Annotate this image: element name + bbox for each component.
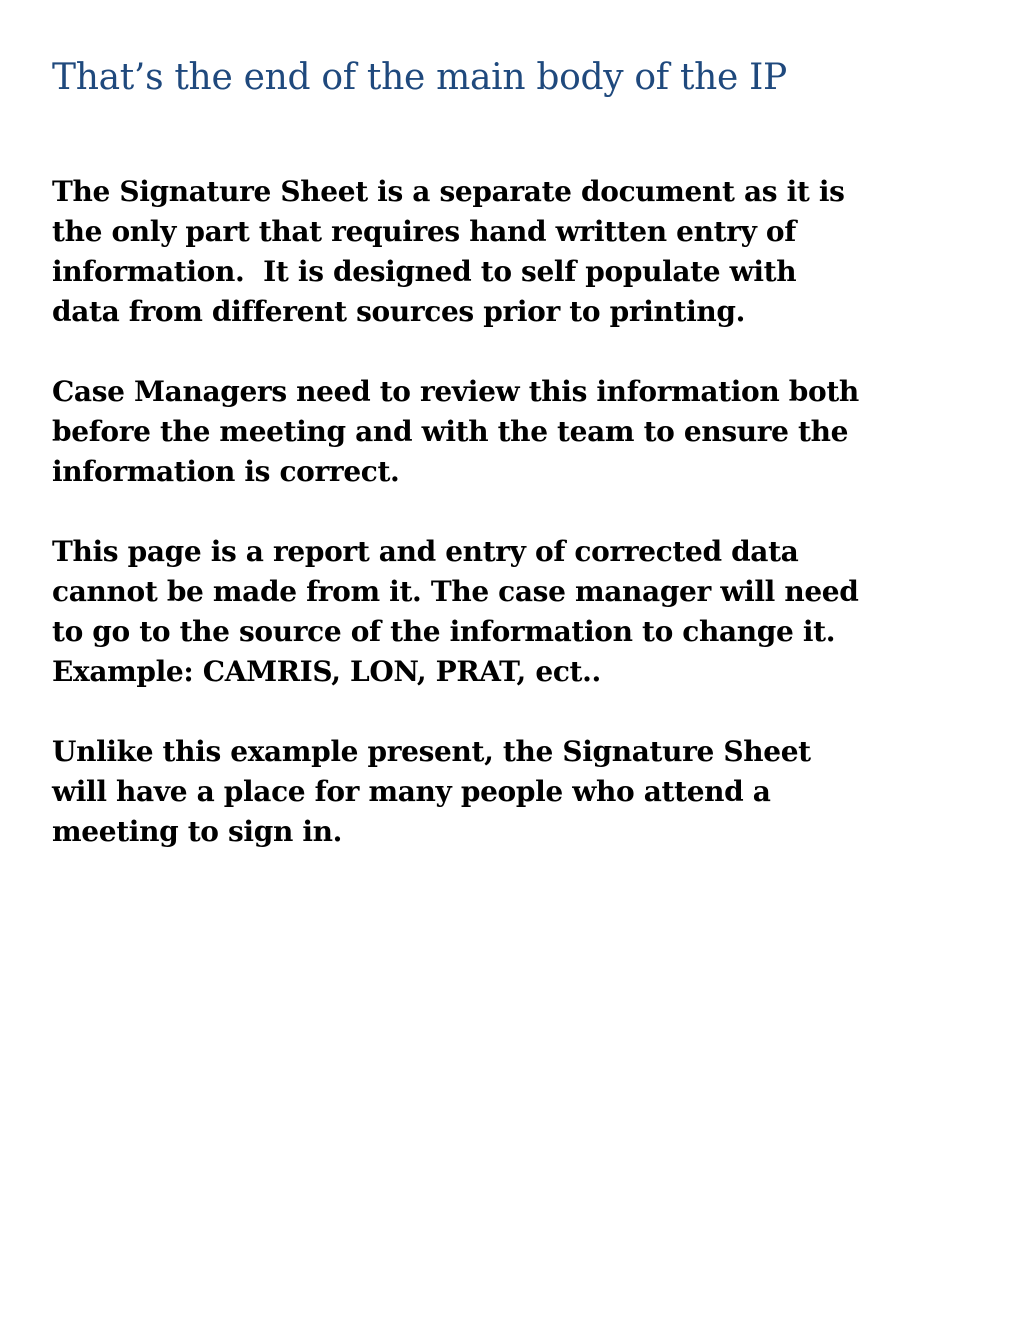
paragraph-case-managers (52, 372, 982, 492)
paragraph-line: information is correct. (52, 455, 400, 488)
paragraph-line: meeting to sign in. (52, 815, 343, 848)
paragraph-line: This page is a report and entry of corrected data (52, 535, 799, 568)
paragraph-line: before the meeting and with the team to ensure the (52, 415, 849, 448)
paragraph-line: to go to the source of the information to change it. (52, 615, 836, 648)
paragraph-signature-sheet (52, 172, 982, 332)
paragraph-line: cannot be made from it. The case manager will need (52, 575, 859, 608)
slide-title: That’s the end of the main body of the IP (52, 57, 787, 98)
slide-body (52, 172, 982, 892)
paragraph-line: data from different sources prior to printing. (52, 295, 746, 328)
paragraph-line: information. It is designed to self populate with (52, 255, 797, 288)
paragraph-line: will have a place for many people who attend a (52, 775, 771, 808)
paragraph-line: Case Managers need to review this information both (52, 375, 859, 408)
paragraph-line: The Signature Sheet is a separate document as it is (52, 175, 845, 208)
paragraph-line: the only part that requires hand written entry of (52, 215, 796, 248)
paragraph-line: Example: CAMRIS, LON, PRAT, ect.. (52, 655, 601, 688)
paragraph-report-page (52, 532, 982, 692)
paragraph-sign-in (52, 732, 982, 852)
paragraph-line: Unlike this example present, the Signature Sheet (52, 735, 811, 768)
